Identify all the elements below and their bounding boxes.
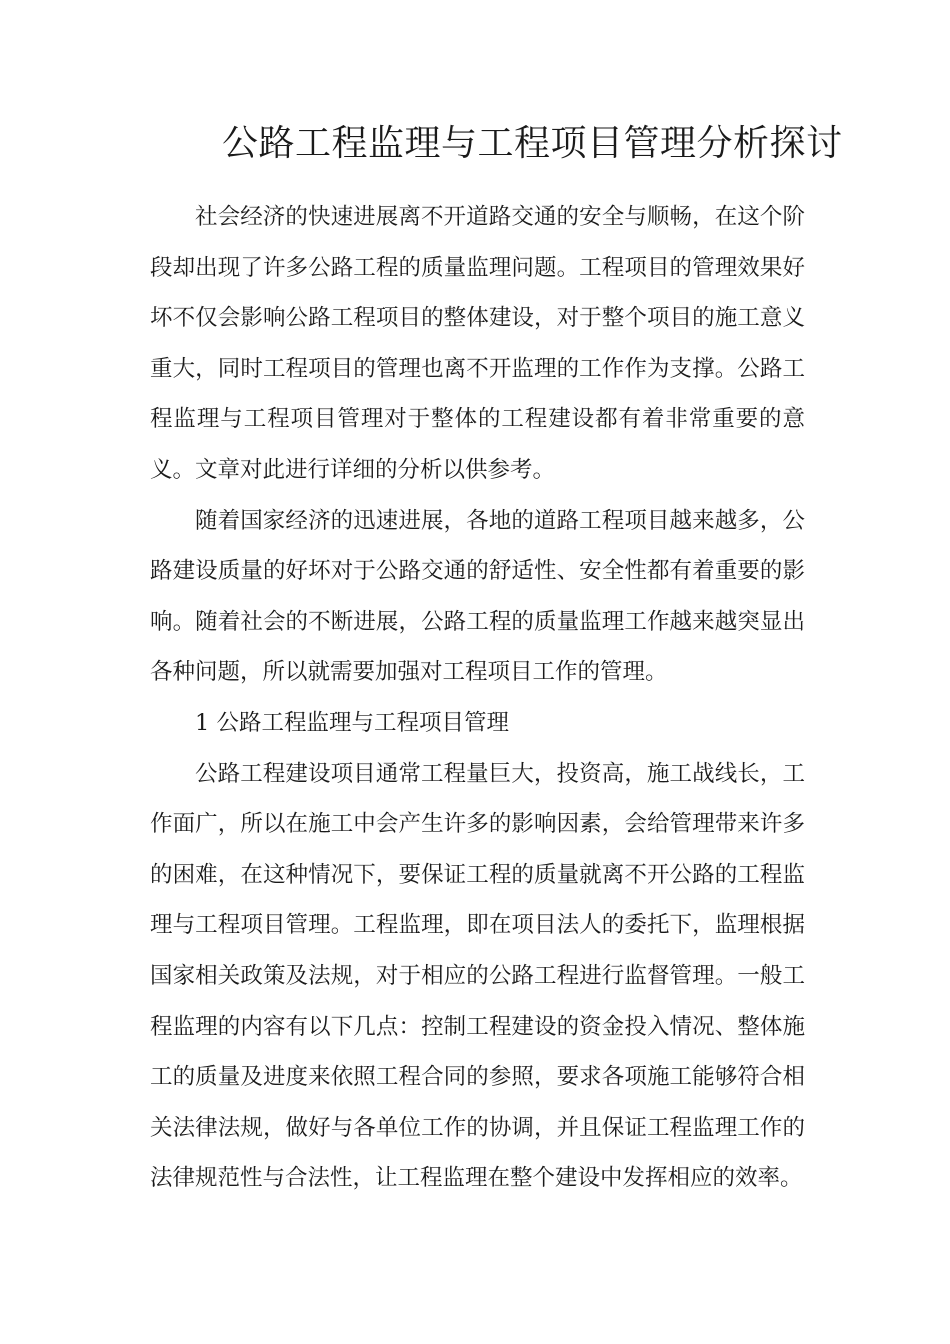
- document-title: 公路工程监理与工程项目管理分析探讨: [222, 123, 843, 164]
- intro-paragraph: 社会经济的快速进展离不开道路交通的安全与顺畅，在这个阶段却出现了许多公路工程的质量监理问题。工程项目的管理效果好坏不仅会影响公路工程项目的整体建设，对于整个项目的施工意义重大，同时工程项目的管理也离不开监理的工作作为支撑。公路工程监理与工程项目管理对于整体的工程建设都有着非常重要的意义。文章对此进行详细的分析以供参考。: [150, 204, 805, 483]
- section-1-heading: 1 公路工程监理与工程项目管理: [195, 709, 509, 736]
- section-1-paragraph: 公路工程建设项目通常工程量巨大，投资高，施工战线长，工作面广，所以在施工中会产生许多的影响因素，会给管理带来许多的困难，在这种情况下，要保证工程的质量就离不开公路的工程监理与工程项目管理。工程监理，即在项目法人的委托下，监理根据国家相关政策及法规，对于相应的公路工程进行监督管理。一般工程监理的内容有以下几点：控制工程建设的资金投入情况、整体施工的质量及进度来依照工程合同的参照，要求各项施工能够符合相关法律法规，做好与各单位工作的协调，并且保证工程监理工作的法律规范性与合法性，让工程监理在整个建设中发挥相应的效率。: [150, 760, 805, 1192]
- background-paragraph: 随着国家经济的迅速进展，各地的道路工程项目越来越多，公路建设质量的好坏对于公路交通的舒适性、安全性都有着重要的影响。随着社会的不断进展，公路工程的质量监理工作越来越突显出各种问题，所以就需要加强对工程项目工作的管理。: [150, 507, 805, 686]
- document-body: [150, 192, 805, 1204]
